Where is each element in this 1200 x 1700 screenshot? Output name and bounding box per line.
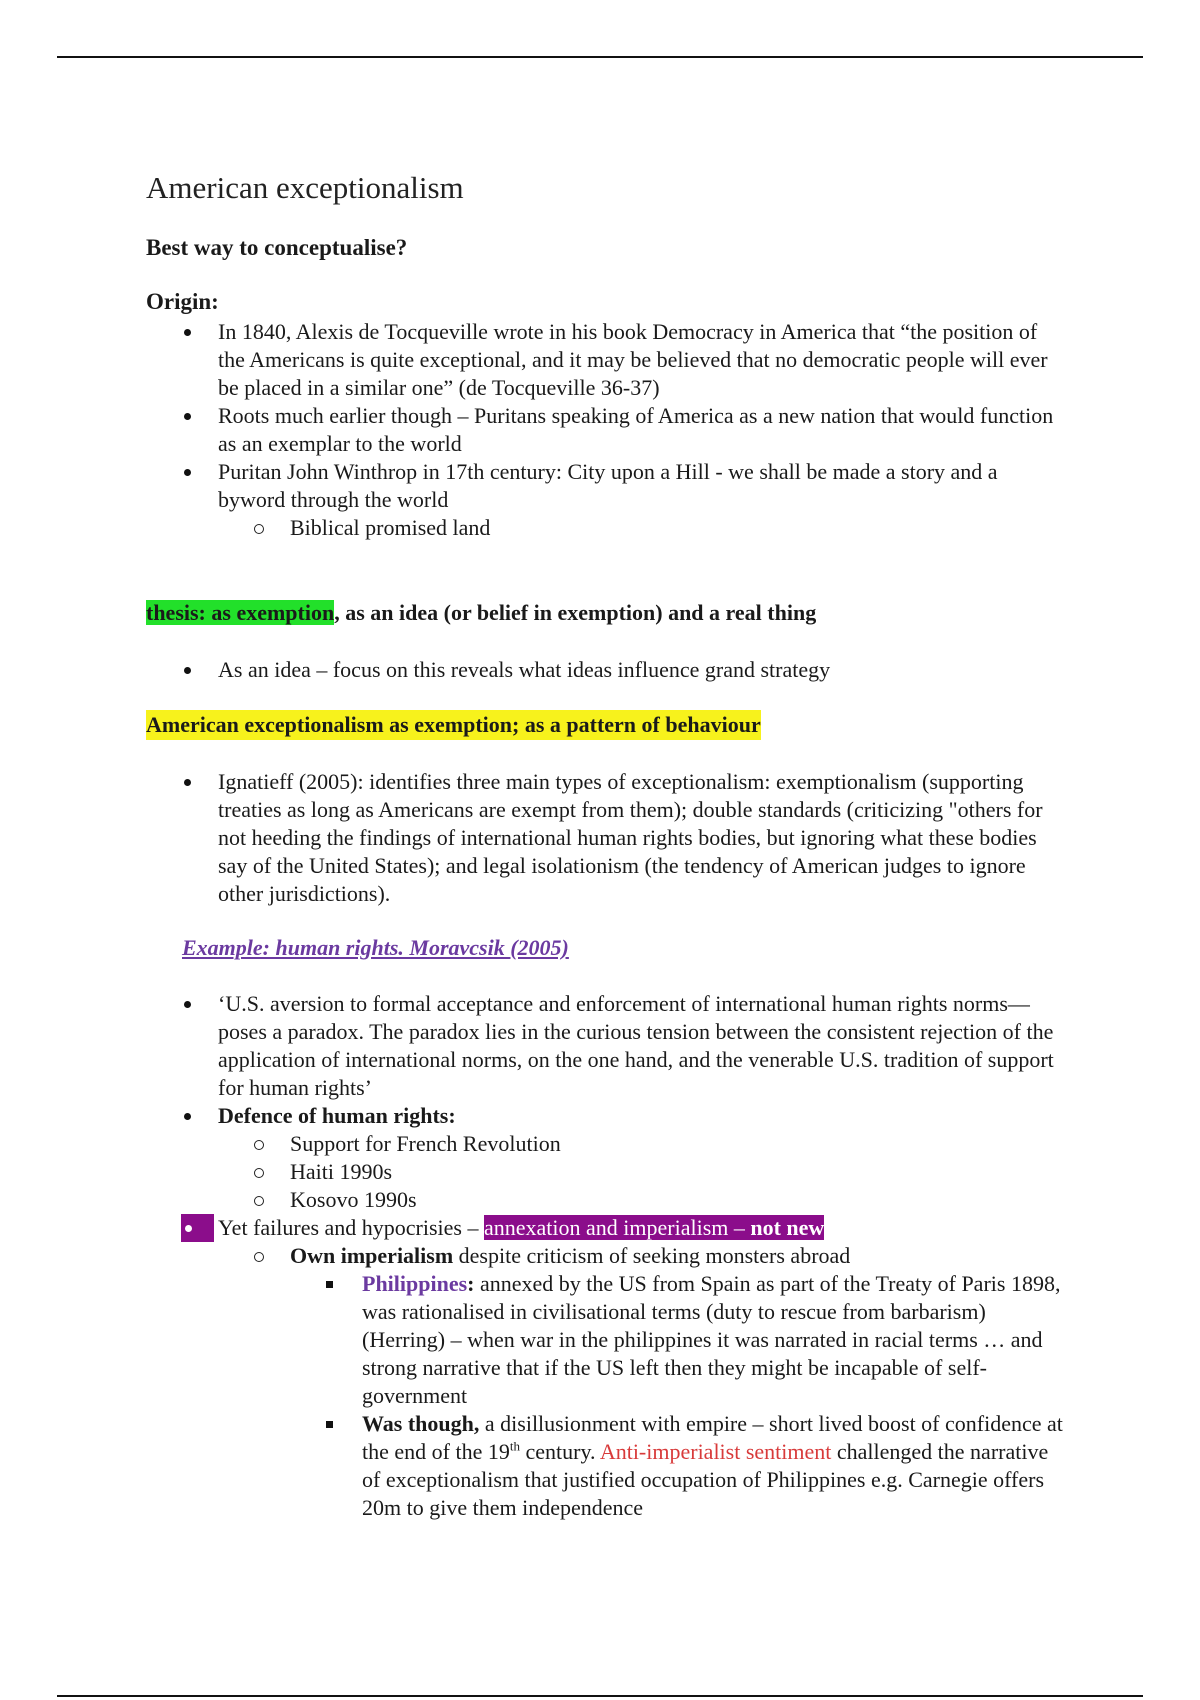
list-item: Yet failures and hypocrisies – annexation and imperialism – not new Own imperialism despite criticism of seeking monsters abroad Philippines: annexed by the US from Spain as part of the Treaty of Paris 1898, was rationalised in civilisational terms (duty to rescue from barbarism) (Herring) – when war in the philippines it was narrated in racial terms … and strong narrative that if the US left then they might be incapable of self-government Was though, a disillusionment with empire – short lived boost of confidence at the end of the 19th century. Anti-imperialist sentiment challenged the narrative of exceptionalism that justified occupation of Philippines e.g. Carnegie offers 20m to give them independence: [146, 1214, 1066, 1522]
list-item: Philippines: annexed by the US from Spain as part of the Treaty of Paris 1898, was rationalised in civilisational terms (duty to rescue from barbarism) (Herring) – when war in the philippines it was narrated in racial terms … and strong narrative that if the US left then they might be incapable of self-government: [290, 1270, 1066, 1410]
list-item: Biblical promised land: [218, 514, 1066, 542]
list-item: ‘U.S. aversion to formal acceptance and enforcement of international human rights norms—poses a paradox. The paradox lies in the curious tension between the consistent rejection of the application of international norms, on the one hand, and the venerable U.S. tradition of support for human rights’: [146, 990, 1066, 1102]
list-item: As an idea – focus on this reveals what ideas influence grand strategy: [146, 656, 1066, 684]
imperialism-sublist: [290, 1270, 1066, 1522]
document-body: [146, 168, 1066, 1522]
circle-bullet-icon: [254, 1168, 264, 1178]
ignatieff-list: [146, 768, 1066, 908]
circle-bullet-icon: [254, 1196, 264, 1206]
list-item: Support for French Revolution: [218, 1130, 1066, 1158]
example-list: [146, 990, 1066, 1522]
origin-list: [146, 318, 1066, 542]
failures-highlight: annexation and imperialism – not new: [484, 1215, 825, 1240]
bullet-icon: [180, 768, 202, 796]
origin-sublist: [218, 514, 1066, 542]
defence-sublist: [218, 1130, 1066, 1214]
list-item: Own imperialism despite criticism of seeking monsters abroad Philippines: annexed by the US from Spain as part of the Treaty of Paris 1898, was rationalised in civilisational terms (duty to rescue from barbarism) (Herring) – when war in the philippines it was narrated in racial terms … and strong narrative that if the US left then they might be incapable of self-government Was though, a disillusionment with empire – short lived boost of confidence at the end of the 19th century. Anti-imperialist sentiment challenged the narrative of exceptionalism that justified occupation of Philippines e.g. Carnegie offers 20m to give them independence: [218, 1242, 1066, 1522]
bullet-icon: [180, 318, 202, 346]
bullet-icon: [180, 656, 202, 684]
thesis-heading: thesis: as exemption, as an idea (or belief in exemption) and a real thing: [146, 600, 817, 625]
list-item: In 1840, Alexis de Tocqueville wrote in his book Democracy in America that “the position of the Americans is quite exceptional, and it may be believed that no democratic people will ever be placed in a similar one” (de Tocqueville 36-37): [146, 318, 1066, 402]
bullet-icon: [180, 458, 202, 486]
list-item: Was though, a disillusionment with empire – short lived boost of confidence at the end of the 19th century. Anti-imperialist sentiment challenged the narrative of exceptionalism that justified occupation of Philippines e.g. Carnegie offers 20m to give them independence: [290, 1410, 1066, 1522]
list-item: [146, 1102, 1066, 1214]
circle-bullet-icon: [254, 1252, 264, 1262]
highlighted-bullet-icon: [181, 1214, 214, 1242]
section-heading: American exceptionalism as exemption; as a pattern of behaviour: [146, 710, 761, 740]
list-item: Kosovo 1990s: [218, 1186, 1066, 1214]
failures-sublist: [218, 1242, 1066, 1522]
defence-heading: Defence of human rights:: [218, 1103, 456, 1128]
header-rule: [57, 56, 1143, 58]
square-bullet-icon: [326, 1421, 333, 1428]
list-item: Roots much earlier though – Puritans speaking of America as a new nation that would function as an exemplar to the world: [146, 402, 1066, 458]
circle-bullet-icon: [254, 1140, 264, 1150]
square-bullet-icon: [326, 1281, 333, 1288]
footer-rule: [57, 1695, 1143, 1697]
circle-bullet-icon: [254, 524, 264, 534]
thesis-list: [146, 656, 1066, 684]
anti-imperialist-text: Anti-imperialist sentiment: [599, 1439, 832, 1464]
list-item: Puritan John Winthrop in 17th century: City upon a Hill - we shall be made a story and a byword through the world Biblical promised land: [146, 458, 1066, 542]
bullet-icon: [180, 1102, 202, 1130]
question-heading: Best way to conceptualise?: [146, 235, 408, 260]
thesis-highlight: thesis: as exemption: [146, 600, 335, 625]
list-item: Haiti 1990s: [218, 1158, 1066, 1186]
example-heading: Example: human rights. Moravcsik (2005): [182, 935, 569, 960]
bullet-icon: [180, 402, 202, 430]
document-title: American exceptionalism: [146, 170, 464, 205]
origin-heading: Origin:: [146, 289, 219, 314]
list-item: Ignatieff (2005): identifies three main types of exceptionalism: exemptionalism (supporting treaties as long as Americans are exempt from them); double standards (criticizing "others for not heeding the findings of international human rights bodies, but ignoring what these bodies say of the United States); and legal isolationism (the tendency of American judges to ignore other jurisdictions).: [146, 768, 1066, 908]
bullet-icon: [180, 990, 202, 1018]
